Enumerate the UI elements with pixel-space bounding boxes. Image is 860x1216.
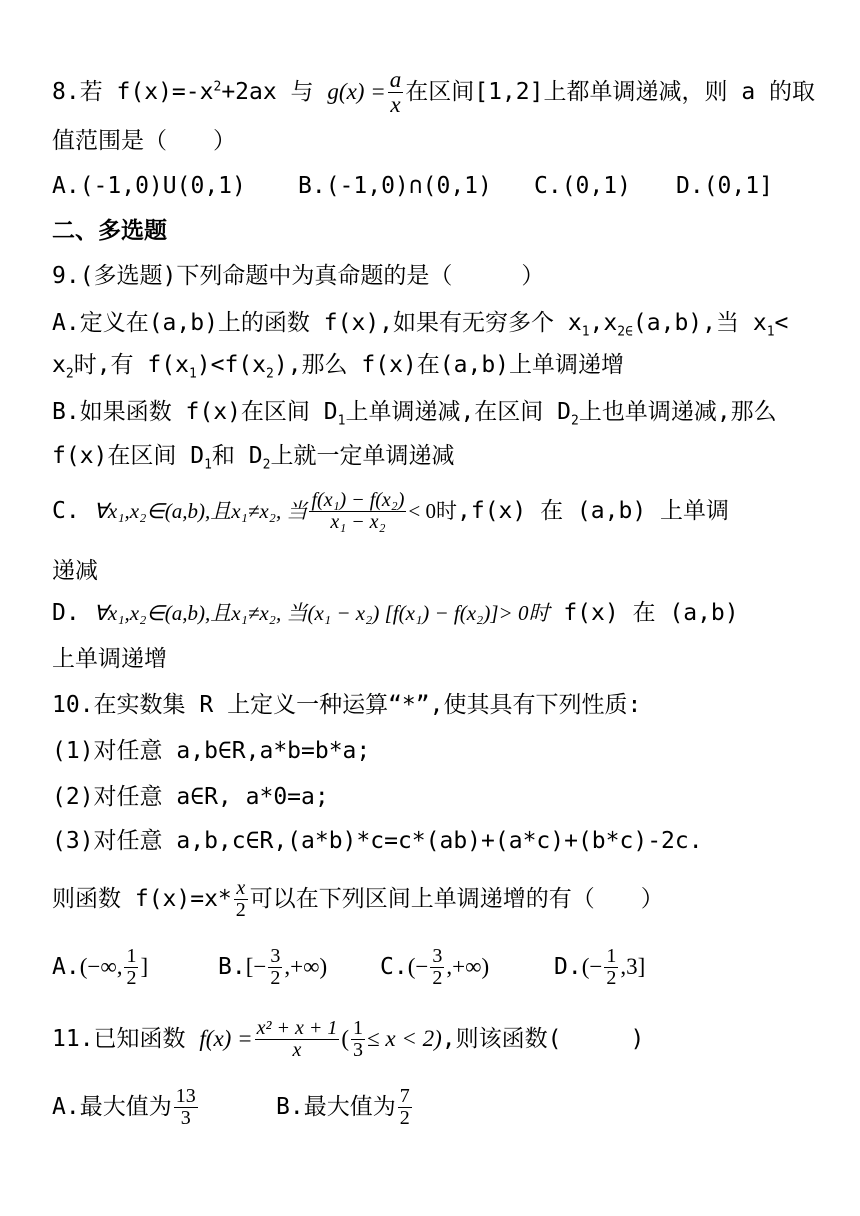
q8-stem-line1 (52, 68, 815, 117)
q8-option-b: B.(-1,0)∩(0,1) (298, 173, 492, 199)
q10-option-b: B.[− $\frac{3}{2}$ ,+∞) (218, 945, 328, 989)
q10-option-d: D.(− $\frac{1}{2}$ ,3] (554, 945, 646, 989)
q9-c-condition: ∀x₁,x₂∈(a,b),且x₁≠x₂, 当 (93, 499, 308, 523)
q8-text-b: +2ax 与 (221, 79, 314, 106)
q8-g-lhs: g(x) = (327, 79, 386, 105)
q11-domain-tail: ≤ x < 2) (367, 1026, 442, 1051)
q10-stem: 10.在实数集 R 上定义一种运算“*”,使其具有下列性质: (52, 692, 642, 718)
q10-fraction: $\frac{x}{2}$ (235, 877, 246, 921)
q10-property-1: (1)对任意 a,b∈R,a*b=b*a; (52, 738, 371, 764)
q10-options (52, 945, 812, 989)
q9-d-condition: ∀x₁,x₂∈(a,b),且x₁≠x₂, 当(x₁ − x₂) [f(x₁) − f(x₂)]> 0时 (93, 601, 550, 625)
q9-c-fraction: $\frac{\text{f(x₁) − f(x₂)}}{\text{x₁ − x₂}}$ (311, 489, 405, 533)
q9-option-b-line2: f(x)在区间 $D_1$和 $D_2$上就一定单调递减 (52, 443, 455, 473)
q9-option-a-line2: $x_2$时,有 $f(x_1)<f(x_2)$,那么 f(x)在(a,b)上单调递增 (52, 352, 625, 382)
q11-options (52, 1085, 812, 1129)
q11-f-fraction: $\frac{\text{x² + x + 1}}{x}$ (256, 1017, 338, 1061)
section-title: 二、多选题 (52, 218, 167, 244)
q10-option-a: A.(−∞, $\frac{1}{2}$ ] (52, 945, 149, 989)
q8-option-d: D.(0,1] (676, 173, 773, 199)
q10-property-3: (3)对任意 a,b,c∈R,(a*b)*c=c*(ab)+(a*c)+(b*c)-2c. (52, 828, 703, 854)
q10-question: 则函数 f(x)=x* $\frac{x}{2}$ 可以在下列区间上单调递增的有（ ） (52, 877, 664, 921)
q9-option-c-line1: C. ∀x₁,x₂∈(a,b),且x₁≠x₂, 当 $\frac{\text{f(x₁) − f(x₂)}}{\text{x₁ − x₂}}$ < 0时,f(x) 在 (a,b) 上单调 (52, 489, 730, 533)
q9-option-a-line1: A.定义在(a,b)上的函数 f(x),如果有无穷多个 $x_1,x_{2\in}(a,b)$,当 $x_1<$ (52, 310, 789, 340)
q9-option-d-line2: 上单调递增 (52, 646, 167, 672)
q9-option-b-line1: B.如果函数 f(x)在区间 $D_1$上单调递减,在区间 $D_2$上也单调递减,那么 (52, 399, 777, 429)
q9-option-d-line1: D. ∀x₁,x₂∈(a,b),且x₁≠x₂, 当(x₁ − x₂) [f(x₁) − f(x₂)]> 0时 f(x) 在 (a,b) (52, 600, 739, 626)
q11-f-lhs: f(x) = (199, 1026, 253, 1051)
q11-stem: 11.已知函数 f(x) = $\frac{\text{x² + x + 1}}{x}$ ( $\frac{1}{3}$ ≤ x < 2),则该函数( ) (52, 1017, 645, 1061)
q11-option-a: A.最大值为 $\frac{13}{3}$ (52, 1085, 196, 1129)
q8-option-a: A.(-1,0)U(0,1) (52, 173, 246, 199)
q8-text-a: 8.若 f(x)=-x (52, 79, 214, 106)
q8-text-c: 在区间[1,2]上都单调递减，则 a 的取 (405, 79, 816, 106)
q8-option-c: C.(0,1) (534, 173, 631, 199)
q8-stem-line2: 值范围是（ ） (52, 128, 236, 154)
q10-property-2: (2)对任意 a∈R, a*0=a; (52, 784, 329, 810)
q9-stem: 9.(多选题)下列命题中为真命题的是（ ） (52, 263, 545, 289)
q8-g-fraction: $\frac{a}{x}$ (389, 67, 402, 118)
q8-exponent: 2 (213, 79, 222, 95)
q11-domain-fraction: $\frac{1}{3}$ (353, 1017, 364, 1061)
q10-option-c: C.(− $\frac{3}{2}$ ,+∞) (380, 945, 490, 989)
q9-option-c-line2: 递减 (52, 558, 98, 584)
q11-option-b: B.最大值为 $\frac{7}{2}$ (276, 1085, 410, 1129)
